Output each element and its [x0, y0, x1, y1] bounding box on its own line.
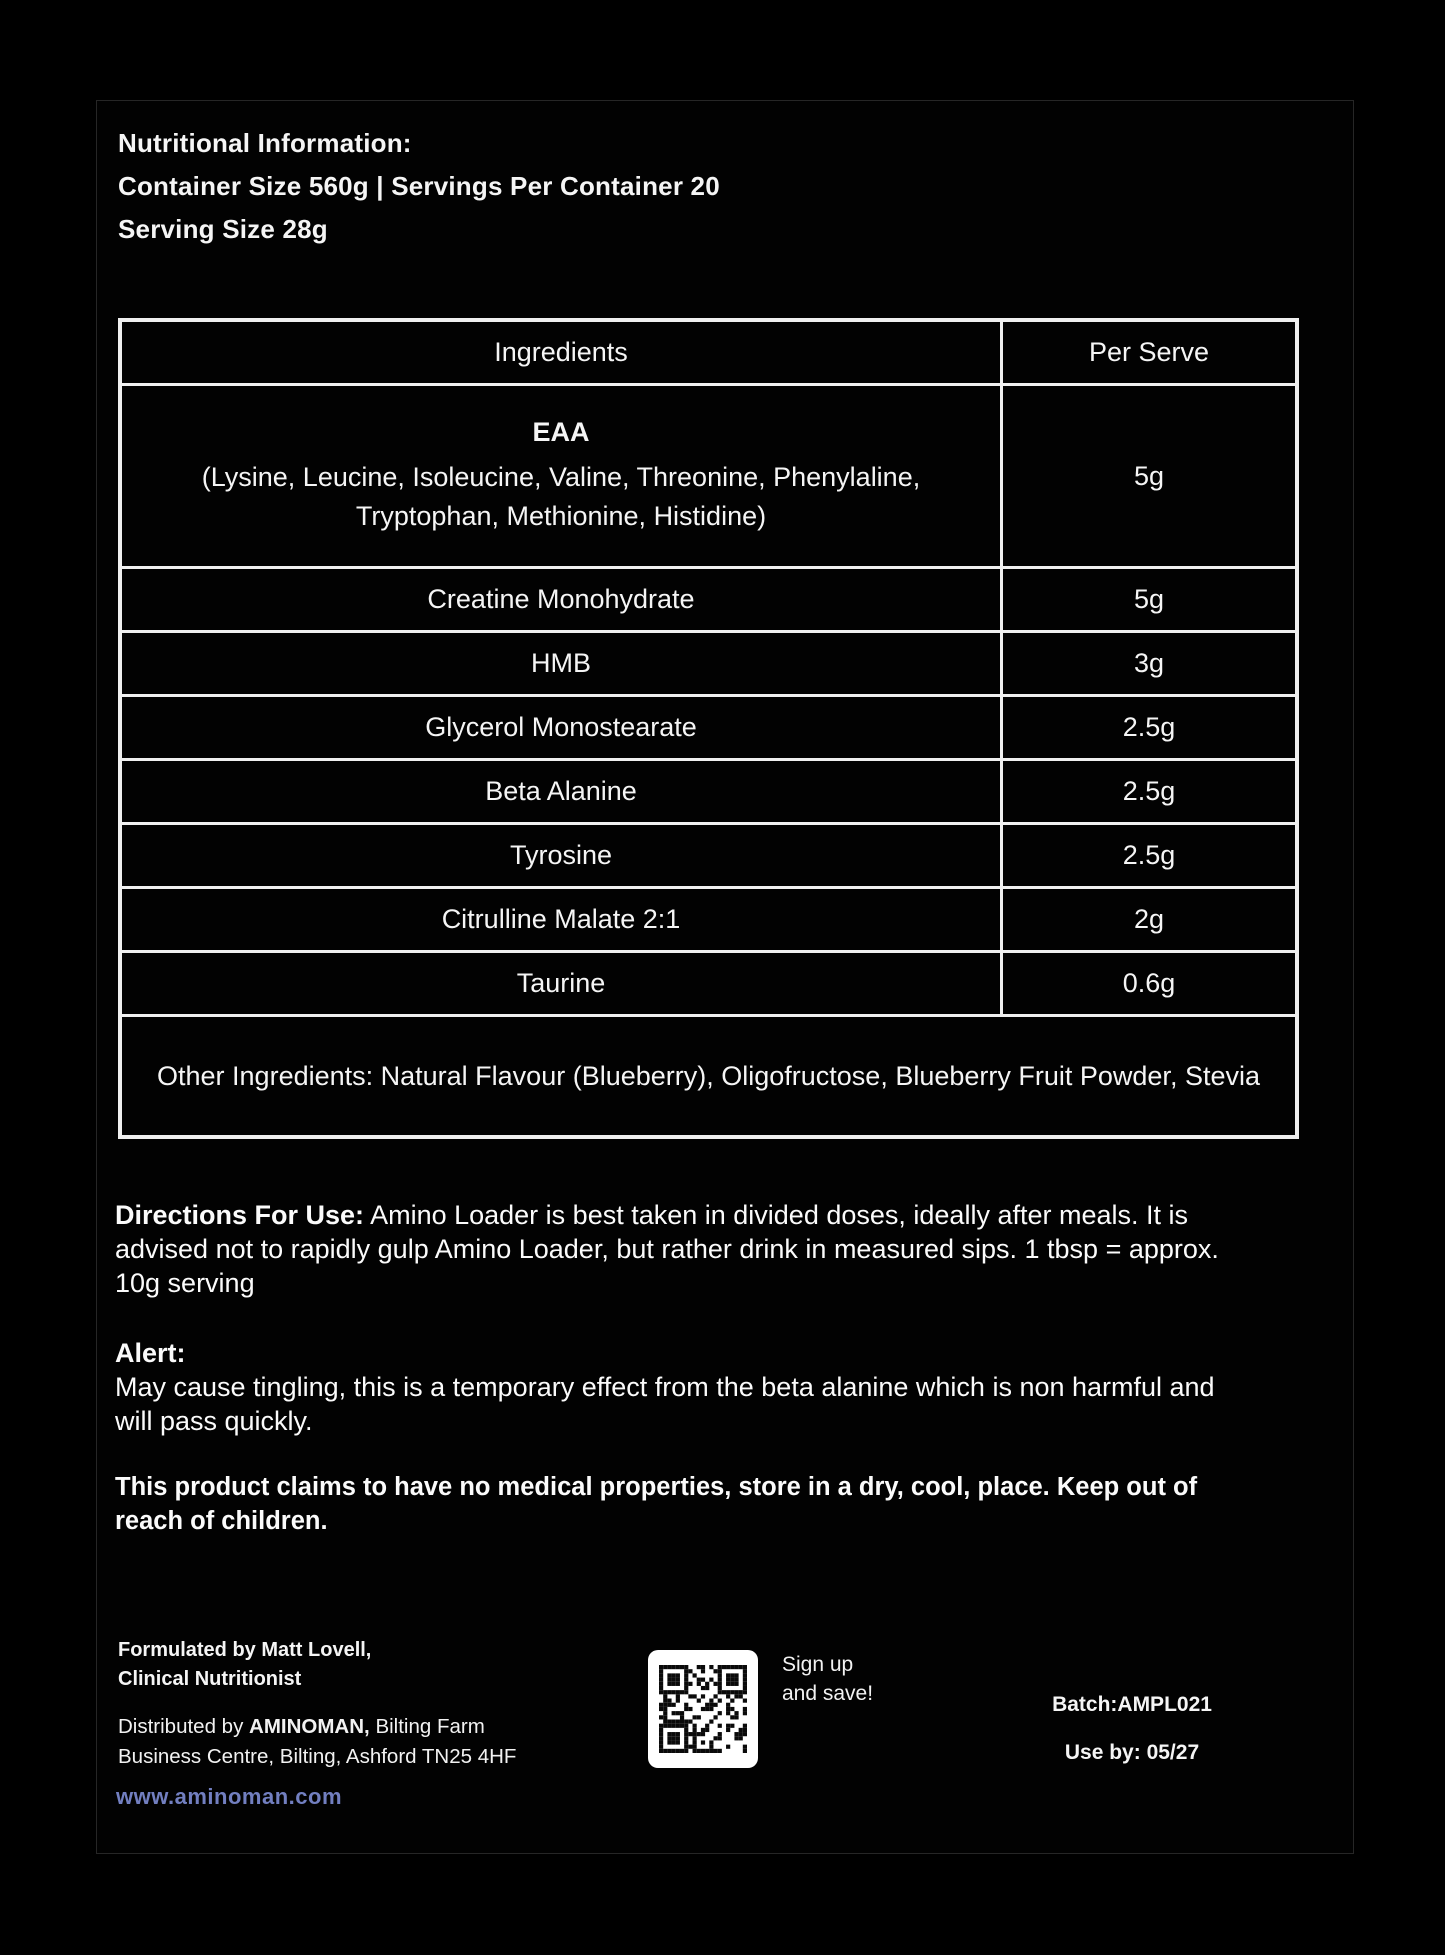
ingredient-name: Beta Alanine — [120, 760, 1002, 824]
signup-caption-line2: and save! — [782, 1682, 874, 1705]
ingredient-name: Tyrosine — [120, 824, 1002, 888]
table-row — [120, 696, 1297, 760]
table-row — [120, 888, 1297, 952]
qr-code — [648, 1650, 758, 1768]
batch-number: Batch:AMPL021 — [1052, 1693, 1212, 1716]
ingredient-value: 2g — [1002, 888, 1298, 952]
container-size-line: Container Size 560g | Servings Per Container 20 — [118, 171, 720, 201]
serving-size-line: Serving Size 28g — [118, 214, 328, 244]
ingredient-name: Creatine Monohydrate — [120, 568, 1002, 632]
ingredient-value: 5g — [1002, 568, 1298, 632]
ingredient-name: Taurine — [120, 952, 1002, 1016]
ingredient-name: Glycerol Monostearate — [120, 696, 1002, 760]
distributed-suffix: Bilting Farm Business Centre, Bilting, Ashford TN25 4HF — [118, 1715, 517, 1768]
table-row — [120, 568, 1297, 632]
formulated-by-line1: Formulated by Matt Lovell, — [118, 1639, 372, 1661]
other-ingredients-text: Other Ingredients: Natural Flavour (Blueberry), Oligofructose, Blueberry Fruit Powder, Stevia — [120, 1016, 1297, 1138]
eaa-value: 5g — [1002, 385, 1298, 568]
distributed-by-block — [118, 1712, 558, 1772]
website-link[interactable]: www.aminoman.com — [116, 1784, 343, 1809]
eaa-name: EAA — [532, 416, 590, 447]
directions-label: Directions For Use: — [115, 1200, 365, 1230]
qr-code-icon — [659, 1665, 747, 1753]
ingredient-value: 2.5g — [1002, 760, 1298, 824]
table-row — [120, 824, 1297, 888]
batch-info-block — [1037, 1693, 1227, 1765]
ingredient-value: 2.5g — [1002, 824, 1298, 888]
ingredients-column-header: Ingredients — [120, 320, 1002, 385]
table-header-row — [120, 320, 1297, 385]
nutritional-info-header — [118, 122, 720, 251]
alert-label: Alert: — [115, 1338, 186, 1368]
ingredient-value: 0.6g — [1002, 952, 1298, 1016]
ingredients-table — [118, 318, 1299, 1139]
distributed-brand: AMINOMAN, — [249, 1715, 370, 1738]
table-row — [120, 632, 1297, 696]
formulated-by-block — [118, 1636, 371, 1694]
ingredient-name: Citrulline Malate 2:1 — [120, 888, 1002, 952]
header-title: Nutritional Information: — [118, 128, 412, 158]
formulated-by-line2: Clinical Nutritionist — [118, 1668, 302, 1690]
alert-paragraph — [115, 1336, 1215, 1438]
claims-paragraph: This product claims to have no medical properties, store in a dry, cool, place. Keep out of reach of children. — [115, 1473, 1198, 1535]
alert-text: May cause tingling, this is a temporary effect from the beta alanine which is non harmful and will pass quickly. — [115, 1372, 1215, 1436]
ingredient-value: 3g — [1002, 632, 1298, 696]
eaa-amino-list: (Lysine, Leucine, Isoleucine, Valine, Threonine, Phenylaline, Tryptophan, Methionine, Histidine) — [201, 461, 921, 531]
table-row — [120, 760, 1297, 824]
other-ingredients-row — [120, 1016, 1297, 1138]
per-serve-column-header: Per Serve — [1002, 320, 1298, 385]
signup-caption — [782, 1650, 873, 1708]
directions-text: Amino Loader is best taken in divided doses, ideally after meals. It is advised not to rapidly gulp Amino Loader, but rather drink in measured sips. 1 tbsp = approx. 10g serving — [115, 1200, 1219, 1298]
ingredient-name: HMB — [120, 632, 1002, 696]
table-row — [120, 952, 1297, 1016]
directions-paragraph — [115, 1198, 1255, 1300]
distributed-prefix: Distributed by — [118, 1715, 250, 1738]
use-by-date: Use by: 05/27 — [1064, 1741, 1200, 1764]
table-row-eaa — [120, 385, 1297, 568]
signup-caption-line1: Sign up — [782, 1653, 854, 1676]
ingredient-value: 2.5g — [1002, 696, 1298, 760]
